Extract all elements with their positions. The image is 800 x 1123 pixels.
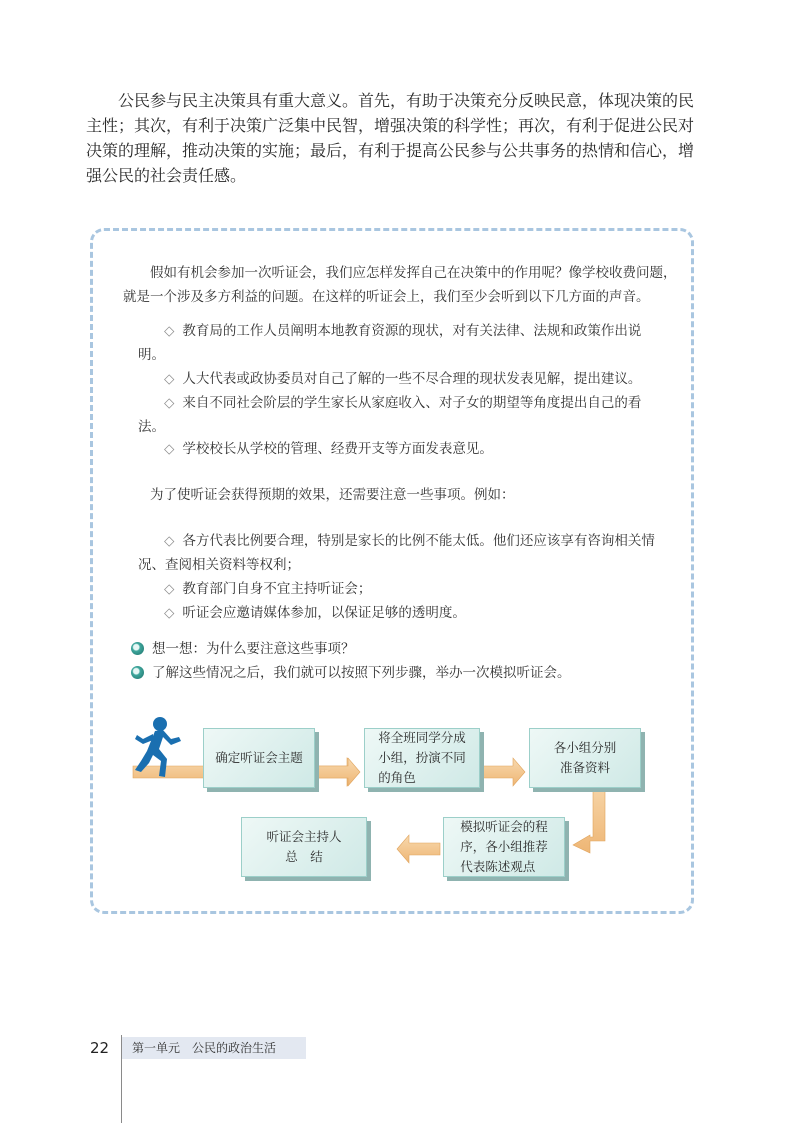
flow-arrows [93,231,697,917]
activity-lead-2: 为了使听证会获得预期的效果，还需要注意一些事项。例如： [150,487,515,503]
voice-item: ◇ 学校校长从学校的管理、经费开支等方面发表意见。 [164,441,493,457]
note-item: ◇ 听证会应邀请媒体参加，以保证足够的透明度。 [164,605,466,621]
arrow-2-3 [480,758,525,786]
note-item: ◇ 教育部门自身不宜主持听证会； [164,581,372,597]
note-item: ◇ 各方代表比例要合理，特别是家长的比例不能太低。他们还应该享有咨询相关情况、查阅相关资料等权利； [138,533,655,573]
intro-paragraph: 公民参与民主决策具有重大意义。首先，有助于决策充分反映民意，体现决策的民主性；其次，有利于决策广泛集中民智，增强决策的科学性；再次，有利于促进公民对决策的理解，推动决策的实施；最后，有利于提高公民参与公共事务的热情和信心，增强公民的社会责任感。 [86,91,695,185]
arrow-1-2 [315,758,360,786]
activity-lead: 假如有机会参加一次听证会，我们应怎样发挥自己在决策中的作用呢？像学校收费问题，就是一个涉及多方利益的问题。在这样的听证会上，我们至少会听到以下几方面的声音。 [123,265,677,305]
voice-item: ◇ 来自不同社会阶层的学生家长从家庭收入、对子女的期望等角度提出自己的看法。 [138,395,642,435]
diamond-bullet-icon: ◇ [164,395,175,411]
flow-step-5: 听证会主持人 总 结 [241,817,367,877]
diamond-bullet-icon: ◇ [164,533,175,549]
voice-item: ◇ 教育局的工作人员阐明本地教育资源的现状，对有关法律、法规和政策作出说明。 [138,323,642,363]
flow-step-2: 将全班同学分成 小组，扮演不同 的角色 [364,728,480,788]
flow-diagram [93,231,697,917]
diamond-bullet-icon: ◇ [164,323,175,339]
flow-step-3: 各小组分别 准备资料 [529,728,641,788]
diamond-bullet-icon: ◇ [164,605,175,621]
flow-step-1: 确定听证会主题 [203,728,315,788]
think-question: 想一想：为什么要注意这些事项？ [131,637,671,661]
activity-box [90,228,694,914]
voice-item: ◇ 人大代表或政协委员对自己了解的一些不尽合理的现状发表见解，提出建议。 [164,371,642,387]
flow-step-4: 模拟听证会的程 序，各小组推荐 代表陈述观点 [443,817,565,877]
instruction-question: 了解这些情况之后，我们就可以按照下列步骤，举办一次模拟听证会。 [131,661,671,685]
page-number: 22 [90,1039,110,1057]
diamond-bullet-icon: ◇ [164,371,175,387]
chapter-tag [122,1037,306,1059]
arrow-4-5 [397,835,440,863]
diamond-bullet-icon: ◇ [164,581,175,597]
chapter-label: 公民的政治生活 [192,1041,277,1055]
unit-label: 第一单元 [132,1041,181,1055]
diamond-bullet-icon: ◇ [164,441,175,457]
